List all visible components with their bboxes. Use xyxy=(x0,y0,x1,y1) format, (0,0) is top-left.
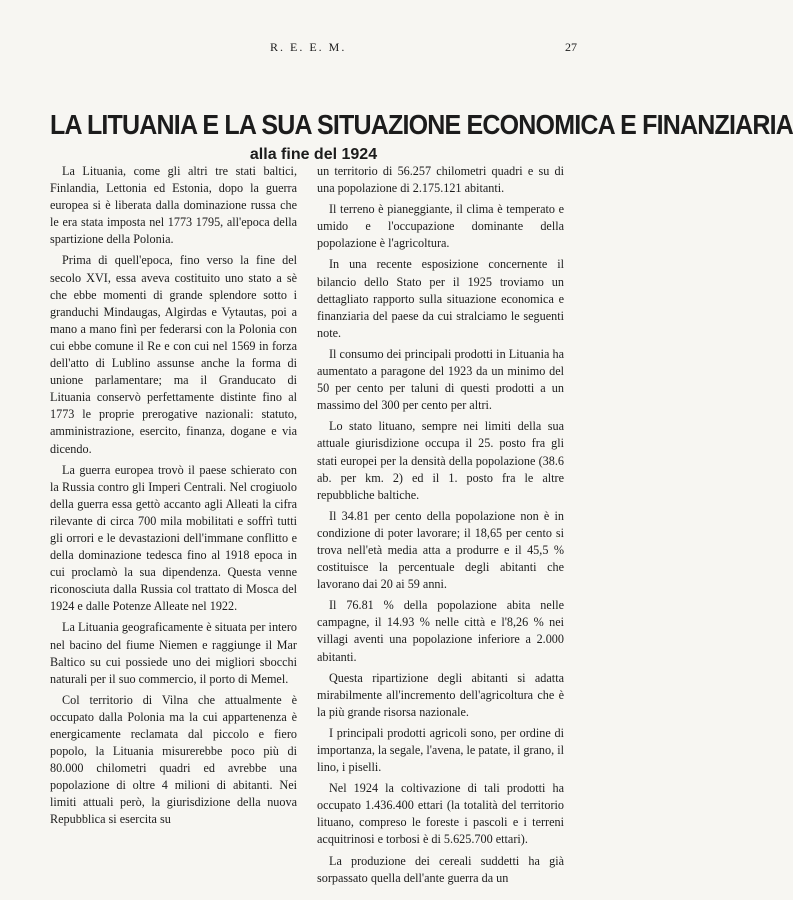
running-head: R. E. E. M. xyxy=(270,40,347,54)
paragraph: Questa ripartizione degli abitanti si adatta mirabilmente all'incremento dell'agricoltura che è la più grande risorsa nazionale. xyxy=(317,670,564,719)
paragraph: In una recente esposizione concernente il bilancio dello Stato per il 1925 troviamo un dettagliato rapporto sulla situazione economica e finanziaria del paese da cui stralciamo le seguenti note. xyxy=(317,257,564,340)
paragraph: Prima di quell'epoca, fino verso la fine del secolo XVI, essa aveva costituito uno stato a sè che ebbe momenti di grande splendore sotto i granduchi Mindaugas, Algirdas e Vytautas, poi a mano a mano finì per federarsi con la Polonia con cui ebbe comune il Re e con cui nel 1569 in forza dell'atto di Lublino assunse anche la forma di unione parlamentare; ma il Granducato di Lituania conservò perfettamente distinte fino al 1773 le proprie prerogative nazionali: statuto, amministrazione, esercito, finanza, dogane e via dicendo. xyxy=(50,253,297,456)
page-number: 27 xyxy=(565,40,577,54)
paragraph: La Lituania, come gli altri tre stati baltici, Finlandia, Lettonia ed Estonia, dopo la guerra europea si è liberata dalla dominazione russa che le era stata imposta nel 1773 1795, all'epoca della spartizione della Polonia. xyxy=(50,164,297,247)
paragraph: La Lituania geograficamente è situata per intero nel bacino del fiume Niemen e raggiunge il Mar Baltico su cui possiede uno dei migliori sbocchi naturali per il suo commercio, il porto di Memel. xyxy=(50,620,297,686)
article-title: LA LITUANIA E LA SUA SITUAZIONE ECONOMICA E FINANZIARIA xyxy=(50,109,793,141)
paragraph: Lo stato lituano, sempre nei limiti della sua attuale giurisdizione occupa il 25. posto fra gli stati europei per la densità della popolazione (38.6 ab. per km. 2) ed il 1. posto fra le altre repubbliche baltiche. xyxy=(317,419,564,502)
paragraph: Il terreno è pianeggiante, il clima è temperato e umido e l'occupazione dominante della popolazione è l'agricoltura. xyxy=(317,202,564,251)
paragraph: Nel 1924 la coltivazione di tali prodotti ha occupato 1.436.400 ettari (la totalità del territorio lituano, compreso le foreste i pascoli e i terreni acquitrinosi e torbosi è di 5.625.700 ettari). xyxy=(317,781,564,847)
paragraph: Il 34.81 per cento della popolazione non è in condizione di poter lavorare; il 18,65 per cento si trova nell'età media atta a produrre e il 45,5 % costituisce la percentuale degli abitanti che lavorano dai 20 ai 59 anni. xyxy=(317,508,564,592)
left-column xyxy=(50,163,297,833)
paragraph: I principali prodotti agricoli sono, per ordine di importanza, la segale, l'avena, le patate, il grano, il lino, i piselli. xyxy=(317,725,564,775)
paragraph: Col territorio di Vilna che attualmente è occupato dalla Polonia ma la cui appartenenza è energicamente reclamata dal piccolo e fiero popolo, la Lituania misurerebbe poco più di 80.000 chilometri quadri ed avrebbe una popolazione di oltre 4 milioni di abitanti. Nei limiti attuali però, la giurisdizione della nuova Repubblica si esercita su xyxy=(50,692,297,827)
page-header xyxy=(0,40,627,56)
article-subtitle: alla fine del 1924 xyxy=(249,146,378,163)
paragraph: Il consumo dei principali prodotti in Lituania ha aumentato a paragone del 1923 da un minimo del 50 per cento per taluni di questi prodotti a un massimo del 300 per cento per altri. xyxy=(317,346,564,413)
paragraph-continuation: un territorio di 56.257 chilometri quadri e su di una popolazione di 2.175.121 abitanti. xyxy=(317,164,564,196)
right-column xyxy=(317,163,564,891)
paragraph: Il 76.81 % della popolazione abita nelle campagne, il 14.93 % nelle città e l'8,26 % nei villagi aventi una popolazione inferiore a 2.000 abitanti. xyxy=(317,598,564,664)
paragraph: La guerra europea trovò il paese schierato con la Russia contro gli Imperi Centrali. Nel crogiuolo della guerra essa gettò accanto agli Alleati la cifra rilevante di circa 700 mila mobilitati e soffrì tutti gli orrori e le devastazioni dell'immane conflitto e della dominazione tedesca fino al 1918 epoca in cui proclamò la sua dipendenza. Questa venne riconosciuta dalla Russia col trattato di Mosca del 1924 e dalle Potenze Alleate nel 1922. xyxy=(50,462,297,614)
paragraph: La produzione dei cereali suddetti ha già sorpassato quella dell'ante guerra da un xyxy=(317,853,564,885)
